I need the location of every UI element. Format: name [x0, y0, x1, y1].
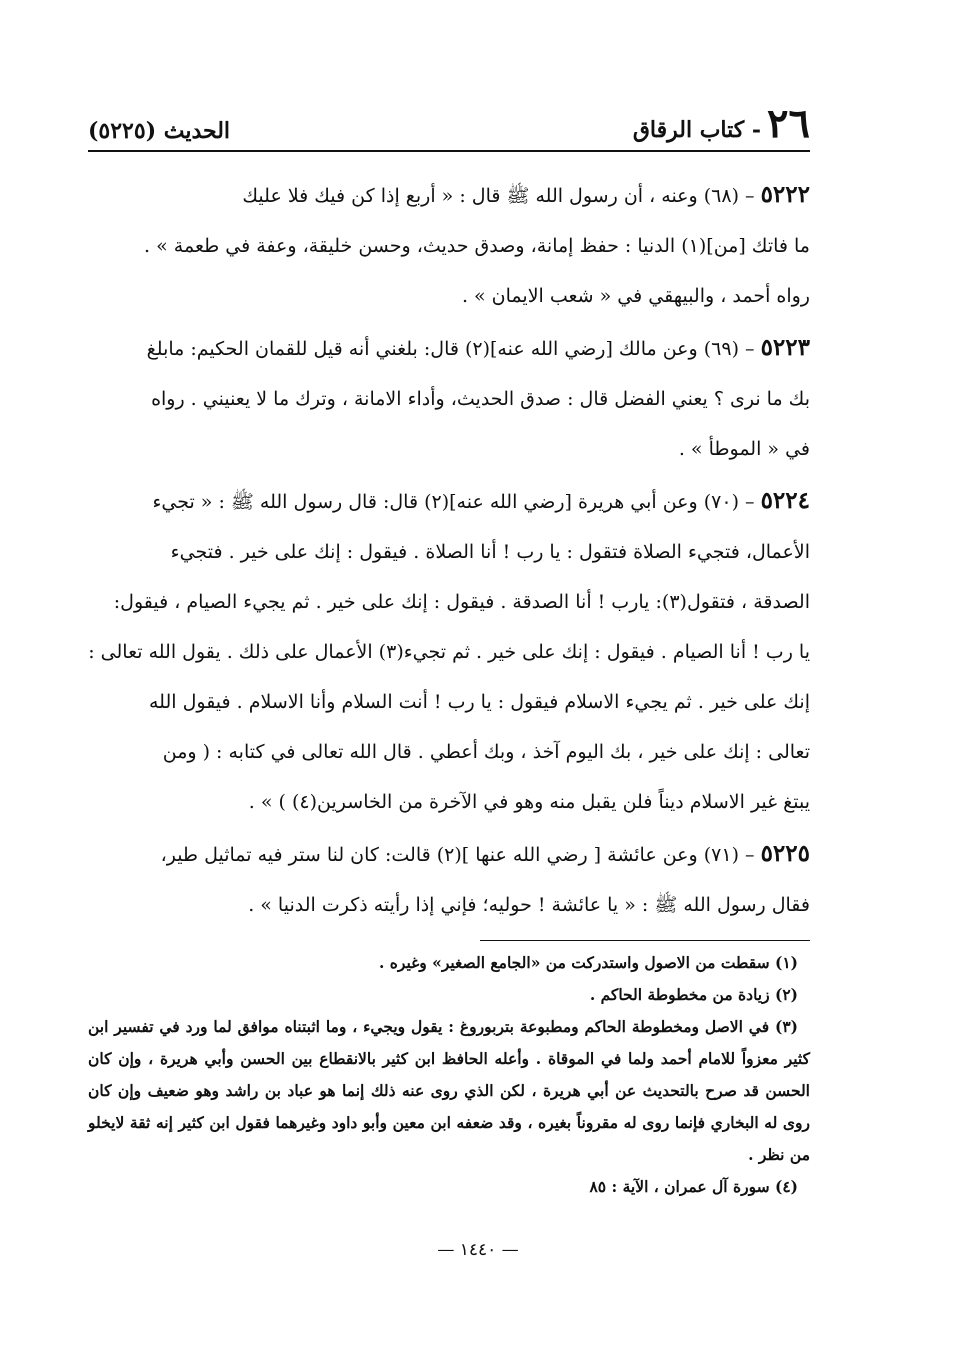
hadith-line: بك ما نرى ؟ يعني الفضل قال : صدق الحديث، وأداء الامانة ، وترك ما لا يعنيني . رواه [151, 388, 810, 410]
footnote-1: (١) سقطت من الاصول واستدركت من «الجامع الصغير» وغيره . [379, 953, 798, 972]
hadith-line: إنك على خير . ثم يجيء الاسلام فيقول : يا رب ! أنت السلام وأنا الاسلام . فيقول الله [148, 691, 810, 713]
hadith-text: – (٦٩) وعن مالك [رضي الله عنه](٢) قال: بلغني أنه قيل للقمان الحكيم: مابلغ [146, 338, 755, 360]
hadith-5223 [88, 323, 810, 474]
header-divider [88, 150, 810, 152]
page-number: — ١٤٤٠ — [437, 1240, 519, 1260]
hadith-line [88, 829, 810, 880]
hadith-line: يا رب ! أنا الصيام . فيقول : إنك على خير . ثم تجيء(٣) الأعمال على ذلك . يقول الله تعالى : [88, 641, 810, 663]
hadith-5225 [88, 829, 810, 930]
hadith-line: في « الموطأ » . [678, 438, 810, 460]
chapter-heading [632, 100, 810, 147]
hadith-line: يبتغ غير الاسلام ديناً فلن يقبل منه وهو في الآخرة من الخاسرين(٤) ) » . [248, 791, 810, 813]
hadith-number: ٥٢٢٤ [760, 487, 810, 514]
page-header [88, 96, 810, 147]
hadith-line: ما فاتك [من](١) الدنيا : حفظ إمانة، وصدق حديث، وحسن خليقة، وعفة في طعمة » . [144, 235, 810, 257]
hadith-number: ٥٢٢٢ [760, 181, 810, 208]
hadith-line: فقال رسول الله ﷺ : « يا عائشة ! حوليه؛ فإني إذا رأيته ذكرت الدنيا » . [248, 894, 810, 916]
footnotes [88, 947, 810, 1203]
footnote-2: (٢) زيادة من مخطوطة الحاكم . [589, 985, 798, 1004]
hadith-line: الأعمال، فتجيء الصلاة فتقول : يا رب ! أنا الصلاة . فيقول : إنك على خير . فتجيء [170, 541, 810, 563]
hadith-text: – (٧١) وعن عائشة [ رضي الله عنها ](٢) قالت: كان لنا ستر فيه تماثيل طير، [160, 844, 755, 866]
hadith-line [88, 170, 810, 221]
hadith-number: ٥٢٢٣ [760, 334, 810, 361]
main-text [88, 170, 810, 930]
hadith-line [88, 323, 810, 374]
hadith-range: الحديث (٥٢٢٥) [88, 118, 231, 144]
footnote-4: (٤) سورة آل عمران ، الآية : ٨٥ [589, 1177, 798, 1196]
hadith-5224 [88, 476, 810, 827]
footnote-3: (٣) في الاصل ومخطوطة الحاكم ومطبوعة بتربوروغ : يقول ويجيء ، وما اثبتناه موافق لما ورد في تفسير ابن كثير معزواً للامام أحمد ولما في الموقاة . وأعله الحافظ ابن كثير بالانقطاع بين الحسن وأبي هريرة ، وإن كان الحسن قد صرح بالتحديث عن أبي هريرة ، لكن الذي روى عنه ذلك إنما هو عباد بن راشد وهو ضعيف وإن كان روى له البخاري فإنما روى له مقروناً بغيره ، وقد ضعفه ابن معين وأبو داود وغيرهما فقول ابن كثير إنه ثقة لايخلو من نظر . [88, 1017, 810, 1164]
chapter-title: - كتاب الرقاق [632, 117, 762, 143]
hadith-line: الصدقة ، فتقول(٣): يارب ! أنا الصدقة . فيقول : إنك على خير . ثم يجيء الصيام ، فيقول: [113, 591, 810, 613]
page [88, 96, 810, 1203]
hadith-line: تعالى : إنك على خير ، بك اليوم آخذ ، وبك أعطي . قال الله تعالى في كتابه : ( ومن [162, 741, 810, 763]
chapter-number: ٢٦ [767, 100, 810, 147]
hadith-5222 [88, 170, 810, 321]
footnote-divider [480, 940, 810, 941]
hadith-line [88, 476, 810, 527]
hadith-text: – (٦٨) وعنه ، أن رسول الله ﷺ قال : « أربع إذا كن فيك فلا عليك [242, 185, 755, 207]
hadith-number: ٥٢٢٥ [760, 840, 810, 867]
hadith-line: رواه أحمد ، والبيهقي في « شعب الايمان » . [461, 285, 810, 307]
hadith-text: – (٧٠) وعن أبي هريرة [رضي الله عنه](٢) قال: قال رسول الله ﷺ : « تجيء [152, 491, 755, 513]
